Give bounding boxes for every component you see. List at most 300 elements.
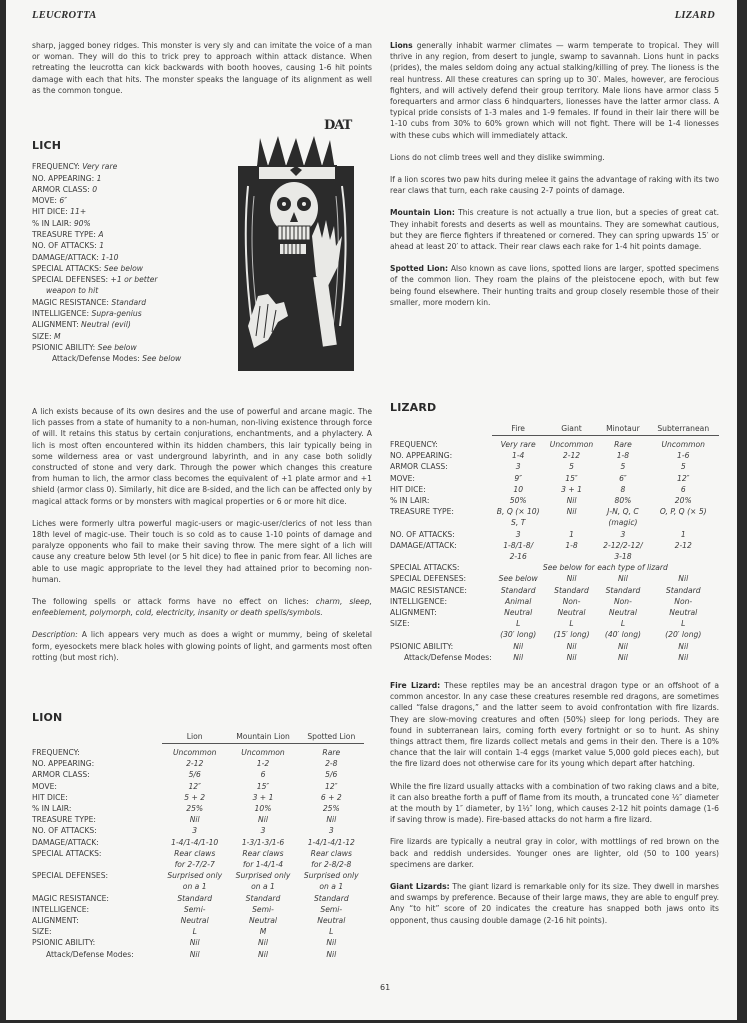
table-row [390,529,719,540]
cell-value: O, P, Q (× 5) [659,507,707,517]
table-row [390,641,719,652]
row-label: ALIGNMENT: [32,915,79,925]
table-row [32,870,364,881]
cell-value: 6 [680,484,686,494]
cell-value: Nil [617,574,628,584]
lion-paragraph-1 [390,40,719,141]
lich-stat-line [32,218,232,229]
cell-value: Very rare [500,439,536,449]
running-head-right: LIZARD [674,10,715,21]
row-label: PSIONIC ABILITY: [390,641,454,651]
cell-value: 2-12 [562,451,581,461]
lich-drawing-icon [238,136,354,371]
cell-value: 20% [674,495,692,505]
lion-stat-table [32,731,364,960]
cell-value: Standard [177,893,213,903]
table-row [32,881,364,892]
stat-label: MOVE: [32,196,57,206]
table-row [390,506,719,517]
lizard-heading: LIZARD [390,401,437,414]
giant-lizard-text: The giant lizard is remarkable only for its size. They dwell in marshes and swamps by preference. Because of their large maws, they are able to engulf prey. Any “to hit” score of 20 indicates the creature has snapped both jaws onto its opponent, thus causing double damage (2-16 hit points). [390,882,719,925]
lion-text-section [390,40,719,308]
cell-value: 1-3/1-3/1-6 [241,837,285,847]
lich-immunities-paragraph [32,596,372,618]
row-label [390,629,492,640]
table-row [390,585,719,596]
column-header: Mountain Lion [227,731,298,744]
row-label: SPECIAL ATTACKS: [390,563,460,573]
cell-value: for 2-7/2-7 [174,859,215,869]
cell-value: 6 [260,770,266,780]
header-spacer [32,731,162,744]
cell-value: Standard [554,585,589,595]
row-label: HIT DICE: [32,792,68,802]
lich-description-label: Description: [32,630,78,640]
cell-value: 3 + 1 [252,792,274,802]
stat-value: See below [142,354,182,364]
lich-stat-line [32,308,232,319]
cell-value: Non- [613,596,632,606]
spotted-lion-paragraph [390,263,719,308]
cell-value: 1-2 [256,759,270,769]
row-label: ARMOR CLASS: [32,770,90,780]
leucrotta-continued [32,40,372,96]
cell-value: Nil [566,641,577,651]
row-label: ARMOR CLASS: [390,462,448,472]
row-label: MAGIC RESISTANCE: [32,893,109,903]
cell-value: Neutral [504,607,533,617]
lich-stat-line [32,229,232,240]
table-row [32,825,364,836]
cell-value: 2-8 [325,759,338,769]
cell-value: L [569,619,574,629]
lions-lead: Lions [390,41,413,50]
row-label: NO. OF ATTACKS: [390,529,455,539]
row-label: INTELLIGENCE: [390,596,448,606]
cell-value: Non- [562,596,581,606]
cell-value: Uncommon [241,747,285,757]
cell-value: Semi- [320,904,343,914]
cell-value: Uncommon [549,439,594,449]
column-header: Spotted Lion [299,731,364,744]
stat-label: FREQUENCY: [32,162,80,172]
mountain-lion-paragraph [390,207,719,252]
table-row [32,837,364,848]
stat-label: SPECIAL DEFENSES: [32,275,109,285]
row-label: NO. OF ATTACKS: [32,826,97,836]
stat-value: 0 [92,184,98,194]
cell-value: 10 [513,484,524,494]
stat-value: A [98,229,104,239]
stat-label: NO. OF ATTACKS: [32,241,97,251]
cell-value: 9″ [514,473,523,483]
cell-value: Nil [189,949,200,959]
stat-value: +1 or better [110,275,158,285]
cell-value: Rear claws [174,848,216,858]
mountain-lion-lead: Mountain Lion: [390,208,455,218]
lion-paragraph-3: If a lion scores two paw hits during melee it gains the advantage of raking with its two rear claws that turn, each rake causing 2-7 points of damage. [390,175,719,196]
cell-value: Non- [674,596,693,606]
cell-value: Surprised only [303,871,359,881]
cell-value: Surprised only [167,871,223,881]
lich-description-paragraph [32,629,372,663]
table-row [32,926,364,937]
table-row [390,439,719,450]
column-header: Fire [492,423,545,436]
stat-value: weapon to hit [46,286,99,296]
cell-value: Nil [189,938,200,948]
table-row [32,758,364,769]
table-row [390,652,719,663]
cell-value [647,517,719,528]
cell-value: Uncommon [661,439,705,449]
table-row [32,769,364,780]
stat-value: M [54,331,61,341]
cell-value: Nil [566,507,577,517]
lion-paragraph-1-text: generally inhabit warmer climates — warm temperate to tropical. They will thrive in any region, from desert to jungle, swamp to savannah. Lions hunt in packs (prides), the males seldom doing any actual stalking/killing of prey. The lioness is the real huntress. All these creatures can spring up to 30′. Males, however, are ferocious fighters, and will actively defend their group territory. Male lions have armor class 5 forequarters and armor class 6 hindquarters, lionesses have the latter armor class. A typical pride consists of 1-3 males and 1-9 females. If found in their lair there will be 1-10 cubs from 30% to 60% grown which will not fight. There will be 1-4 lionesses with these cubs which will immediately attack. [390,41,719,140]
cell-value: on a 1 [182,882,207,892]
cell-value: J-N, Q, C [607,507,639,517]
row-label: MAGIC RESISTANCE: [390,585,467,595]
table-row [32,792,364,803]
lich-stat-line [32,342,232,353]
cell-value: Surprised only [235,871,291,881]
cell-value: Standard [245,893,281,903]
stat-value: Very rare [82,162,118,172]
row-label: HIT DICE: [390,484,426,494]
cell-value: 2-12 [186,759,204,769]
table-row [390,629,719,640]
lich-heading: LICH [32,139,62,152]
cell-value: Nil [326,949,337,959]
cell-value: Rare [322,747,341,757]
stat-label: ARMOR CLASS: [32,184,90,194]
stat-label: MAGIC RESISTANCE: [32,297,109,307]
cell-value: 6 + 2 [320,792,342,802]
cell-value: Nil [678,641,689,651]
cell-value: L [681,619,686,629]
cell-value: 1-4 [511,451,525,461]
cell-value: M [259,927,267,937]
cell-value: 3 [620,529,626,539]
lich-immunities-list: charm, sleep, enfeeblement, polymorph, cold, electricity, insanity or death spells/symbols. [32,597,372,618]
table-row [32,848,364,859]
leucrotta-paragraph: sharp, jagged boney ridges. This monster is very sly and can imitate the voice of a man or woman. They will do this to trick prey to approach within attack distance. When retreating the leucrotta can kick backwards with booth hooves, causing 1-6 hit points damage with each that hits. The monster speaks the language of its alignment as well as the common tongue. [32,41,372,95]
cell-value: L [620,619,626,629]
stat-value: 90% [73,218,91,228]
row-label: FREQUENCY: [32,747,80,757]
stat-value: Neutral (evil) [81,320,131,330]
cell-value: Uncommon [172,747,217,757]
stat-label: SIZE: [32,331,52,341]
cell-value: S, T [511,518,526,528]
cell-value: 12″ [188,781,201,791]
lich-stat-line [32,184,232,195]
lich-stat-line [32,285,232,296]
cell-value: 5 [680,462,686,472]
table-row [390,461,719,472]
spotted-lion-lead: Spotted Lion: [390,264,449,274]
spotted-lion-text: Also known as cave lions, spotted lions are larger, spotted specimens of the common lion. They roam the plains of the pleistocene epoch, with but few being found elsewhere. Their hunting traits and group closely resemble those of their smaller, more modern kin. [390,264,719,307]
table-row [390,551,719,562]
cell-value: Semi- [252,904,274,914]
stat-label: HIT DICE: [32,207,68,217]
stat-value: See below [97,342,137,352]
cell-value: 5 [620,462,626,472]
cell-value: Rear claws [310,848,352,858]
lich-stat-line [32,240,232,251]
cell-value: 1-4/1-4/1-12 [307,837,355,847]
lich-stat-line [32,206,232,217]
cell-value: 3 [515,462,521,472]
row-label: SIZE: [390,619,410,629]
table-row [390,495,719,506]
table-row [32,893,364,904]
lizard-section [390,402,719,663]
row-label: FREQUENCY: [390,439,438,449]
cell-value: 15″ [256,781,270,791]
table-row [390,540,719,551]
cell-value: Standard [500,585,536,595]
artist-signature: DAT [324,118,352,133]
cell-value: 25% [186,803,204,813]
cell-value [647,551,719,562]
giant-lizard-paragraph [390,881,719,926]
cell-value: Rear claws [242,848,284,858]
stat-value: 11+ [70,207,87,217]
row-label: ALIGNMENT: [390,607,437,617]
lich-paragraph-1: A lich exists because of its own desires and the use of powerful and arcane magic. The lich passes from a state of humanity to a non-human, non-living existence through force of will. It retains this status by certain conjurations, enchantments, and a phylactery. A lich is most often encountered within its hidden chambers, this lair typically being in some wilderness area or vast underground labyrinth, and in any case both solidly constructed of stone and very dark. Through the power which changes this creature from human to lich, the armor class becomes the equivalent of +1 plate armor and +1 shield (armor class 0). Similarly, hit dice are 8-sided, and the lich can be affected only by magical attack forms or by monsters with magical properties or 6 or more hit dice. [32,407,372,506]
table-row [32,904,364,915]
table-row [32,949,364,960]
cell-value: 1 [680,529,686,539]
row-label: SPECIAL DEFENSES: [32,871,109,881]
stat-value: Supra-genius [91,309,142,319]
stat-value: See below [103,263,143,273]
cell-value: 5 + 2 [184,792,206,802]
cell-value: 1-8 [565,540,578,550]
cell-value: Nil [617,641,628,651]
lion-heading: LION [32,711,63,724]
cell-value: Nil [258,949,268,959]
row-label: SPECIAL DEFENSES: [390,574,467,584]
cell-value: 3 [260,826,266,836]
row-label: TREASURE TYPE: [390,507,454,517]
cell-value: (magic) [608,518,638,528]
table-row [390,596,719,607]
column-header: Giant [545,423,599,436]
cell-value: on a 1 [251,882,275,892]
cell-value: 12″ [676,473,690,483]
stat-value: Standard [111,297,147,307]
cell-value: Nil [258,815,268,825]
stat-label: INTELLIGENCE: [32,309,90,319]
cell-value: 3 [515,529,521,539]
cell-value: Neutral [557,607,586,617]
cell-value: (15′ long) [553,630,590,640]
cell-value: Nil [566,495,577,505]
cell-value: 15″ [565,473,578,483]
cell-value: 10% [254,803,272,813]
cell-value: Neutral [669,607,698,617]
stat-label: PSIONIC ABILITY: [32,342,96,352]
row-label: Attack/Defense Modes: [46,949,134,959]
column-header: Lion [162,731,227,744]
stat-label: % IN LAIR: [32,218,72,228]
column-header: Minotaur [598,423,647,436]
row-label: TREASURE TYPE: [32,815,96,825]
cell-value: (40′ long) [604,630,641,640]
cell-value: 3-18 [614,551,632,561]
cell-value: 6″ [619,473,627,483]
cell-value: Nil [189,815,200,825]
cell-value: 2-16 [509,551,527,561]
table-header-row [32,731,364,744]
cell-value: L [329,927,334,937]
stat-value: 1 [96,173,102,183]
row-label: MOVE: [390,473,415,483]
stat-label: NO. APPEARING: [32,173,95,183]
table-row [32,803,364,814]
cell-value: 12″ [325,781,338,791]
column-header: Subterranean [647,423,719,436]
running-head-left: LEUCROTTA [32,10,97,21]
table-row [390,517,719,528]
cell-value: Nil [513,641,524,651]
table-row [32,915,364,926]
cell-value [545,517,599,528]
table-row [390,473,719,484]
book-page [6,0,737,1020]
lizard-text-section [390,680,719,926]
cell-value: Neutral [317,915,346,925]
cell-value: Neutral [180,915,209,925]
row-label [32,859,162,870]
lich-stat-line [32,319,232,330]
stat-value: 1 [99,241,105,251]
lich-illustration [238,136,354,371]
page-number: 61 [380,983,391,992]
cell-value: 5/6 [188,770,201,780]
fire-lizard-lead: Fire Lizard: [390,681,441,690]
row-label: NO. APPEARING: [390,451,453,461]
table-row [32,859,364,870]
cell-value: Neutral [248,915,277,925]
cell-value: Nil [326,938,337,948]
cell-value: (20′ long) [665,630,702,640]
cell-value: 2-12 [674,540,692,550]
cell-value: Nil [678,652,689,662]
table-row [390,562,719,573]
lich-description [32,406,372,663]
fire-lizard-paragraph-2: While the fire lizard usually attacks with a combination of two raking claws and a bite, it can also breathe forth a puff of flame from its mouth, a truncated cone ½″ diameter at the mouth by 1″ diameter, by 1½″ long, which causes 2-12 hit points damage (1-6 if saving throw is made). Fire-based attacks do not harm a fire lizard. [390,781,719,825]
stat-label: ALIGNMENT: [32,320,79,330]
cell-value: 1-8/1-8/ [503,540,534,550]
lich-stat-line [32,195,232,206]
table-header-row [390,423,719,436]
cell-value: Nil [566,574,577,584]
cell-value: 3 [328,826,334,836]
lich-stat-block [32,161,232,364]
cell-value: 8 [620,484,626,494]
cell-value: L [516,619,521,629]
cell-value: Standard [665,585,701,595]
stat-label: Attack/Defense Modes: [52,354,140,364]
row-label: INTELLIGENCE: [32,904,90,914]
cell-value: 2-12/2-12/ [603,540,643,550]
cell-value: Nil [566,652,577,662]
cell-value: Nil [617,652,628,662]
table-row [390,450,719,461]
cell-value: 1-8 [616,451,630,461]
cell-value: 25% [322,803,340,813]
cell-value: on a 1 [319,882,344,892]
stat-label: SPECIAL ATTACKS: [32,263,102,273]
lich-stat-line [32,274,232,285]
cell-value: Animal [505,596,532,606]
cell-value: 3 + 1 [561,484,582,494]
mountain-lion-text: This creature is not actually a true lion, but a species of great cat. They inhabit forests and deserts as well as mountains. They are somewhat cautious, but they are fierce fighters if threatened or cornered. They can spring upwards 15′ or ahead at least 20′ to attack. Their rear claws each rake for 1-4 hit points damage. [390,208,719,252]
cell-value: Standard [605,585,641,595]
cell-value: (30′ long) [500,630,537,640]
lich-immunities-intro: The following spells or attack forms have no effect on liches: [32,597,316,607]
row-label: % IN LAIR: [390,495,430,505]
table-row [32,814,364,825]
lich-stat-line [32,353,232,364]
cell-value: Semi- [183,904,206,914]
cell-value [545,551,599,562]
cell-value: Standard [313,893,349,903]
table-row [390,484,719,495]
lich-stat-line [32,173,232,184]
fire-lizard-paragraph [390,680,719,770]
row-label: SPECIAL ATTACKS: [32,848,102,858]
cell-value: 1-4/1-4/1-10 [171,837,219,847]
lion-paragraph-2: Lions do not climb trees well and they dislike swimming. [390,152,605,162]
cell-value: 3 [192,826,198,836]
cell-value: Nil [678,574,689,584]
cell-value: L [192,927,197,937]
row-label: % IN LAIR: [32,803,72,813]
table-row [32,747,364,758]
lich-stat-line [32,263,232,274]
table-row [390,618,719,629]
cell-value: 80% [614,495,632,505]
table-row [390,607,719,618]
cell-value: 1-6 [677,451,690,461]
lion-section [32,712,372,960]
header-spacer [390,423,492,436]
row-label [390,517,492,528]
table-row [390,573,719,584]
cell-value: See below [498,574,538,584]
row-label: PSIONIC ABILITY: [32,938,96,948]
cell-value: 5 [569,462,574,472]
lich-stat-line [32,252,232,263]
cell-value: Nil [326,815,337,825]
stat-label: TREASURE TYPE: [32,229,96,239]
lich-stat-line [32,297,232,308]
row-label [390,551,492,562]
lizard-stat-table [390,423,719,663]
table-row [32,937,364,948]
row-label: SIZE: [32,927,52,937]
row-label: Attack/Defense Modes: [404,652,492,662]
row-label: MOVE: [32,781,57,791]
cell-value: Nil [513,652,524,662]
row-label: DAMAGE/ATTACK: [390,540,457,550]
stat-label: DAMAGE/ATTACK: [32,252,99,262]
